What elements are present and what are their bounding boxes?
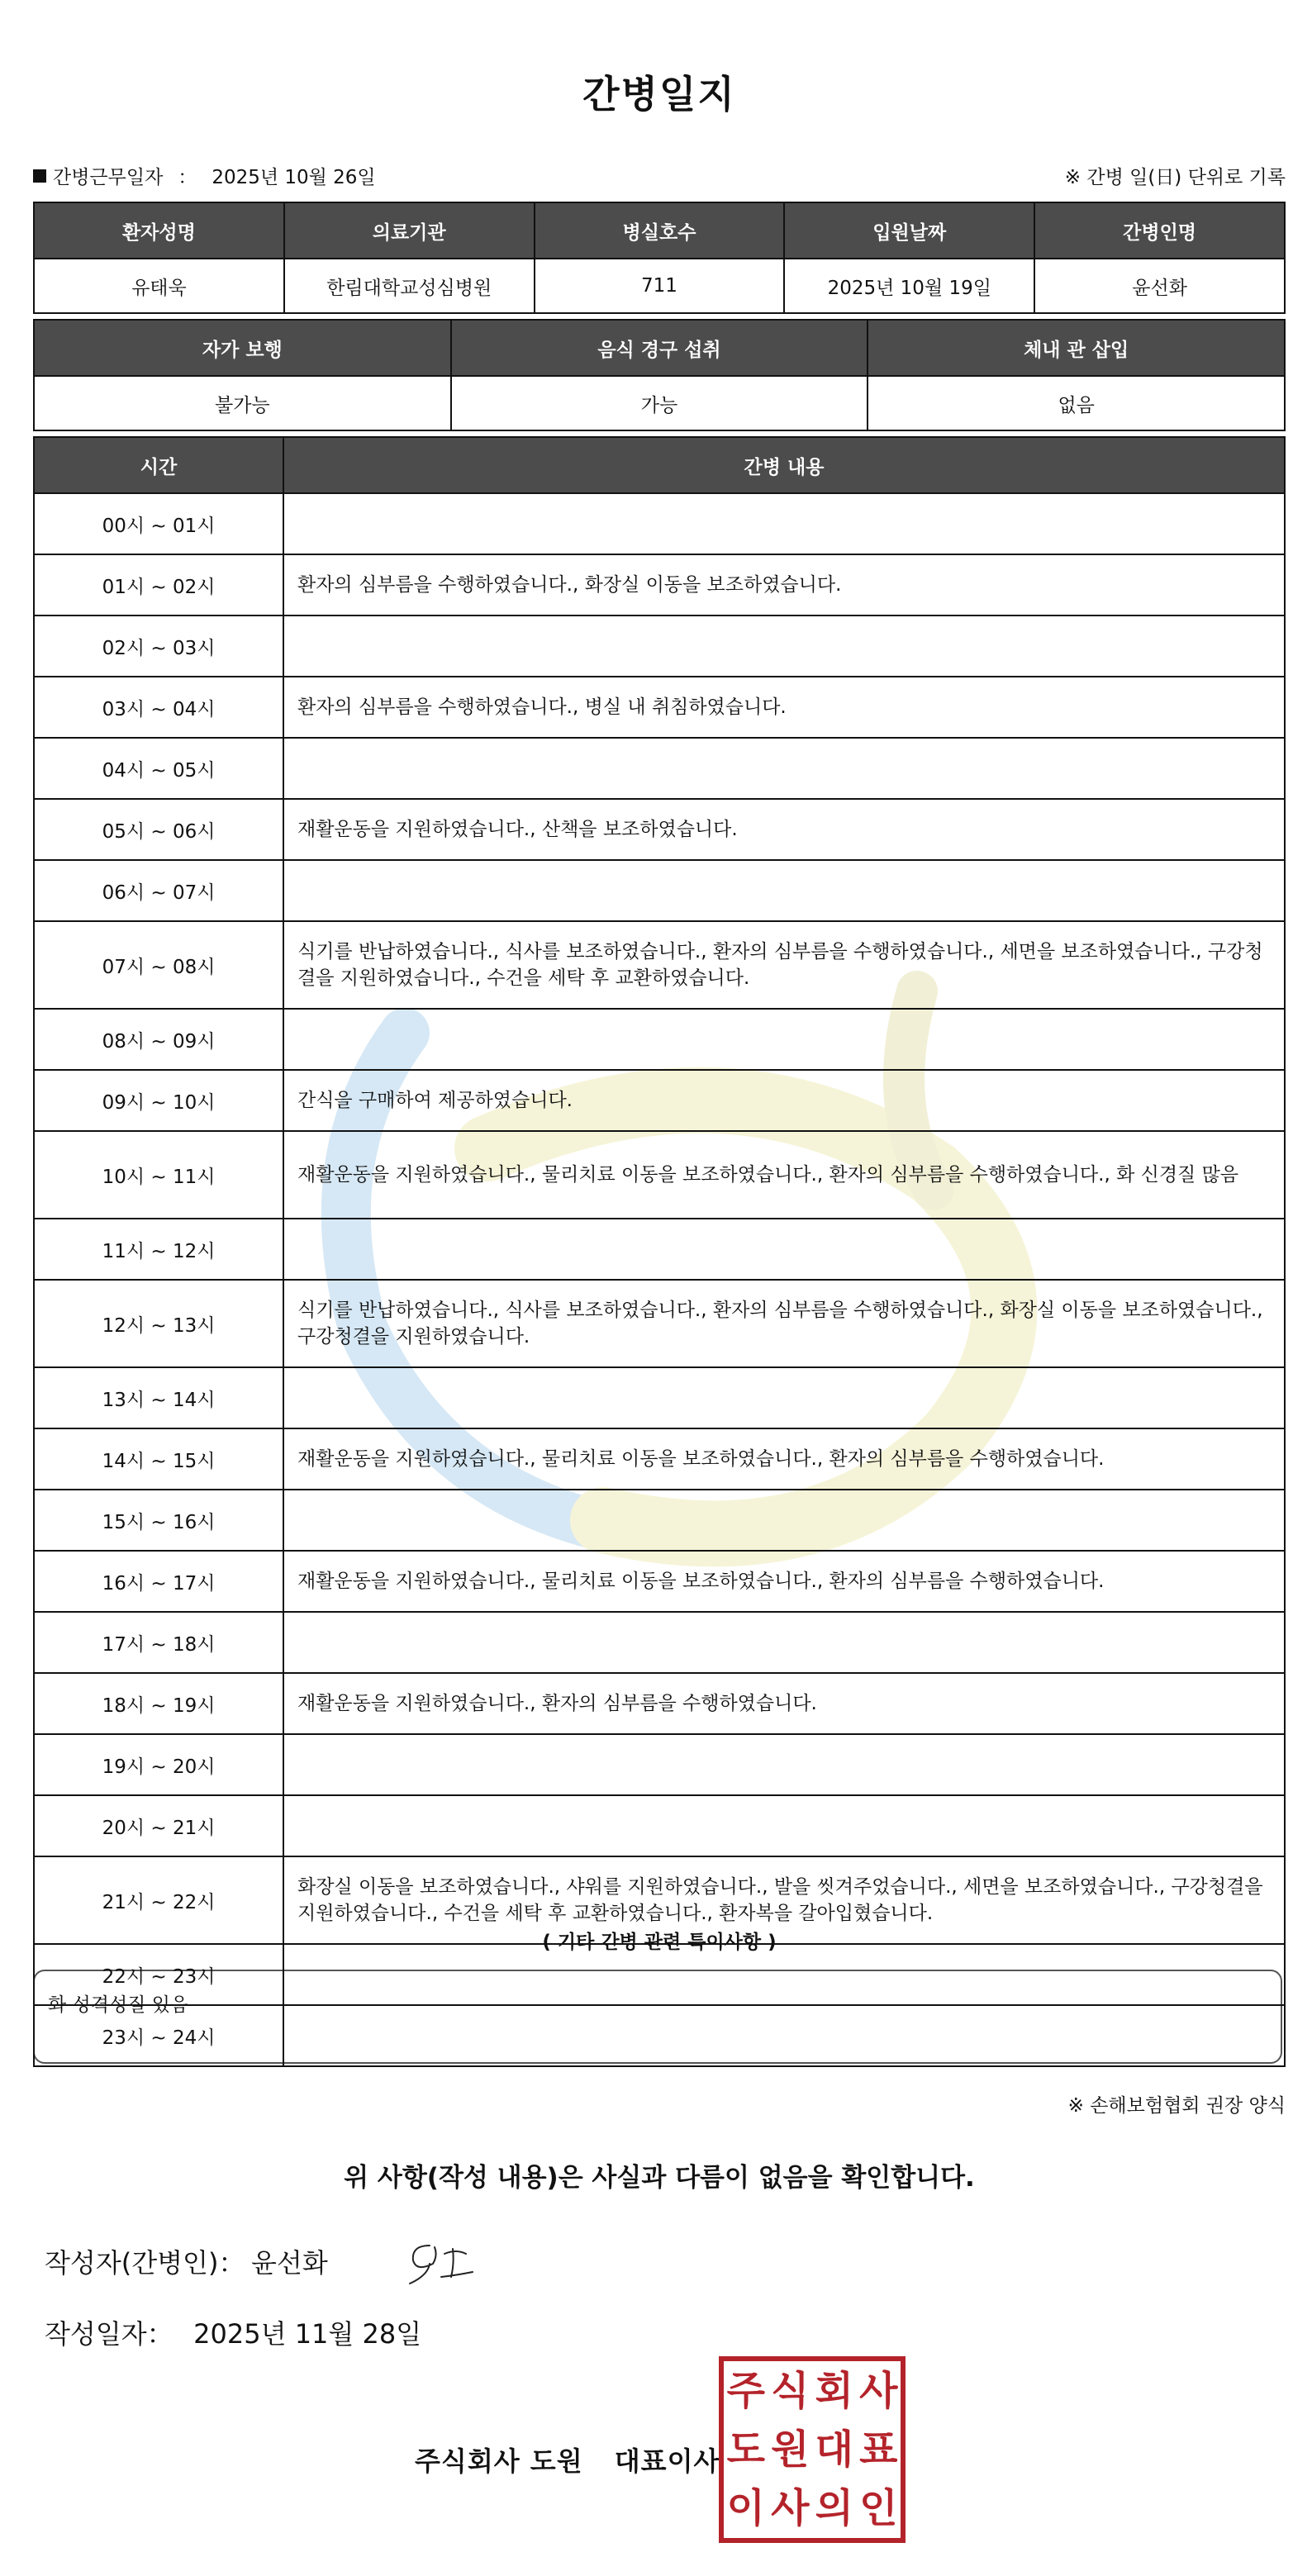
table-row bbox=[34, 1367, 1285, 1428]
company-name: 주식회사 도원 bbox=[415, 2445, 583, 2477]
table-row bbox=[34, 493, 1285, 554]
seal-character: 식 bbox=[771, 2367, 810, 2414]
time-cell: 05시 ~ 06시 bbox=[34, 799, 283, 860]
written-date-row bbox=[45, 2313, 421, 2351]
time-cell: 11시 ~ 12시 bbox=[34, 1219, 283, 1280]
header-hospital: 의료기관 bbox=[284, 202, 535, 259]
header-room: 병실호수 bbox=[535, 202, 785, 259]
notes-content: 화 성격성질 있음 bbox=[48, 1994, 189, 2016]
table-row bbox=[34, 554, 1285, 615]
written-date-label: 작성일자： bbox=[45, 2318, 174, 2350]
header-admission-date: 입원날짜 bbox=[784, 202, 1034, 259]
time-cell: 08시 ~ 09시 bbox=[34, 1009, 283, 1070]
seal-character: 원 bbox=[771, 2426, 810, 2473]
time-cell: 00시 ~ 01시 bbox=[34, 493, 283, 554]
confirmation-statement: 위 사항(작성 내용)은 사실과 다름이 없음을 확인합니다. bbox=[344, 2163, 975, 2193]
seal-character: 표 bbox=[859, 2426, 898, 2473]
care-content-cell: 식기를 반납하였습니다., 식사를 보조하였습니다., 환자의 심부름을 수행하였습니다., 세면을 보조하였습니다., 구강청결을 지원하였습니다., 수건을 세탁 후 교환하였습니다. bbox=[283, 921, 1285, 1009]
table-row bbox=[34, 1219, 1285, 1280]
seal-character: 사 bbox=[771, 2485, 810, 2532]
time-cell: 23시 ~ 24시 bbox=[34, 2005, 283, 2066]
care-content-cell bbox=[283, 615, 1285, 677]
table-row bbox=[34, 1070, 1285, 1131]
meta-row bbox=[33, 162, 1286, 187]
seal-character: 대 bbox=[815, 2426, 853, 2473]
care-log-rows bbox=[34, 493, 1285, 2066]
care-content-cell bbox=[283, 1009, 1285, 1070]
oral-intake-status: 가능 bbox=[451, 376, 868, 430]
time-cell: 18시 ~ 19시 bbox=[34, 1673, 283, 1734]
page-title: 간병일지 bbox=[582, 72, 736, 116]
care-content-cell: 화장실 이동을 보조하였습니다., 샤워를 지원하였습니다., 발을 씻겨주었습니다., 세면을 보조하였습니다., 구강청결을 지원하였습니다., 수건을 세탁 후 교환하였습니다., 환자복을 갈아입혔습니다. bbox=[283, 1856, 1285, 1944]
time-cell: 20시 ~ 21시 bbox=[34, 1795, 283, 1856]
care-content-cell bbox=[283, 1795, 1285, 1856]
author-name: 윤선화 bbox=[251, 2247, 328, 2279]
seal-character: 이 bbox=[726, 2485, 765, 2532]
time-cell: 04시 ~ 05시 bbox=[34, 738, 283, 799]
hospital-name: 한림대학교성심병원 bbox=[284, 259, 535, 313]
time-cell: 16시 ~ 17시 bbox=[34, 1551, 283, 1612]
time-cell: 07시 ~ 08시 bbox=[34, 921, 283, 1009]
recommendation-note: ※ 손해보험협회 권장 양식 bbox=[1067, 2095, 1286, 2117]
care-content-cell: 재활운동을 지원하였습니다., 환자의 심부름을 수행하였습니다. bbox=[283, 1673, 1285, 1734]
seal-character: 도 bbox=[726, 2426, 765, 2473]
time-cell: 21시 ~ 22시 bbox=[34, 1856, 283, 1944]
care-date-value: 2025년 10월 26일 bbox=[212, 167, 376, 188]
care-content-cell bbox=[283, 1612, 1285, 1673]
care-content-cell: 환자의 심부름을 수행하였습니다., 병실 내 취침하였습니다. bbox=[283, 677, 1285, 738]
table-row bbox=[34, 799, 1285, 860]
time-cell: 22시 ~ 23시 bbox=[34, 1944, 283, 2005]
patient-name: 유태욱 bbox=[34, 259, 284, 313]
care-date-separator: ： bbox=[178, 167, 197, 188]
patient-info-table bbox=[33, 202, 1286, 314]
care-date-label: 간병근무일자 bbox=[53, 167, 164, 188]
seal-character: 인 bbox=[859, 2485, 898, 2532]
written-date-value: 2025년 11월 28일 bbox=[193, 2318, 422, 2350]
care-content-cell bbox=[283, 2005, 1285, 2066]
author-label: 작성자(간병인)： bbox=[45, 2247, 245, 2279]
time-cell: 01시 ~ 02시 bbox=[34, 554, 283, 615]
unit-note: ※ 간병 일(日) 단위로 기록 bbox=[1064, 167, 1286, 188]
header-caregiver-name: 간병인명 bbox=[1034, 202, 1285, 259]
company-signature-line bbox=[415, 2441, 720, 2479]
notes-title: ( 기타 간병 관련 특이사항 ) bbox=[542, 1932, 777, 1953]
header-time: 시간 bbox=[34, 437, 283, 493]
time-cell: 10시 ~ 11시 bbox=[34, 1131, 283, 1219]
table-row bbox=[34, 677, 1285, 738]
table-row bbox=[34, 1131, 1285, 1219]
company-seal-stamp bbox=[719, 2356, 906, 2543]
header-oral-intake: 음식 경구 섭취 bbox=[451, 320, 868, 376]
care-content-cell: 재활운동을 지원하였습니다., 물리치료 이동을 보조하였습니다., 환자의 심부름을 수행하였습니다., 화 신경질 많음 bbox=[283, 1131, 1285, 1219]
care-content-cell: 재활운동을 지원하였습니다., 물리치료 이동을 보조하였습니다., 환자의 심부름을 수행하였습니다. bbox=[283, 1428, 1285, 1490]
admission-date: 2025년 10월 19일 bbox=[784, 259, 1034, 313]
table-row bbox=[34, 1280, 1285, 1367]
table-row bbox=[34, 1490, 1285, 1551]
patient-status-table bbox=[33, 319, 1286, 431]
care-content-cell: 간식을 구매하여 제공하였습니다. bbox=[283, 1070, 1285, 1131]
time-cell: 14시 ~ 15시 bbox=[34, 1428, 283, 1490]
time-cell: 06시 ~ 07시 bbox=[34, 860, 283, 921]
care-content-cell bbox=[283, 1219, 1285, 1280]
care-content-cell bbox=[283, 1490, 1285, 1551]
seal-character: 회 bbox=[815, 2367, 853, 2414]
square-bullet-icon bbox=[33, 169, 46, 183]
care-content-cell: 재활운동을 지원하였습니다., 산책을 보조하였습니다. bbox=[283, 799, 1285, 860]
care-content-cell bbox=[283, 738, 1285, 799]
seal-character: 사 bbox=[859, 2367, 898, 2414]
table-row bbox=[34, 2005, 1285, 2066]
seal-character: 의 bbox=[815, 2485, 853, 2532]
header-tube: 체내 관 삽입 bbox=[868, 320, 1285, 376]
time-cell: 15시 ~ 16시 bbox=[34, 1490, 283, 1551]
time-cell: 17시 ~ 18시 bbox=[34, 1612, 283, 1673]
table-row bbox=[34, 1612, 1285, 1673]
table-row bbox=[34, 921, 1285, 1009]
author-row bbox=[45, 2242, 328, 2280]
care-content-cell: 재활운동을 지원하였습니다., 물리치료 이동을 보조하였습니다., 환자의 심부름을 수행하였습니다. bbox=[283, 1551, 1285, 1612]
time-cell: 12시 ~ 13시 bbox=[34, 1280, 283, 1367]
table-row bbox=[34, 1551, 1285, 1612]
table-row bbox=[34, 1009, 1285, 1070]
table-row bbox=[34, 1428, 1285, 1490]
table-row bbox=[34, 1856, 1285, 1944]
time-cell: 03시 ~ 04시 bbox=[34, 677, 283, 738]
care-date bbox=[33, 162, 376, 189]
care-content-cell bbox=[283, 1944, 1285, 2005]
care-content-cell bbox=[283, 1367, 1285, 1428]
care-content-cell bbox=[283, 1734, 1285, 1795]
header-walking: 자가 보행 bbox=[34, 320, 451, 376]
company-representative-title: 대표이사 bbox=[614, 2445, 720, 2477]
handwritten-signature-icon bbox=[405, 2231, 479, 2288]
table-row bbox=[34, 1944, 1285, 2005]
table-row bbox=[34, 615, 1285, 677]
room-number: 711 bbox=[535, 259, 785, 313]
time-cell: 09시 ~ 10시 bbox=[34, 1070, 283, 1131]
time-cell: 02시 ~ 03시 bbox=[34, 615, 283, 677]
table-row bbox=[34, 860, 1285, 921]
table-row bbox=[34, 1795, 1285, 1856]
time-cell: 19시 ~ 20시 bbox=[34, 1734, 283, 1795]
care-log-table bbox=[33, 436, 1286, 2067]
care-content-cell bbox=[283, 493, 1285, 554]
care-content-cell bbox=[283, 860, 1285, 921]
caregiver-name: 윤선화 bbox=[1034, 259, 1285, 313]
care-content-cell: 환자의 심부름을 수행하였습니다., 화장실 이동을 보조하였습니다. bbox=[283, 554, 1285, 615]
care-content-cell: 식기를 반납하였습니다., 식사를 보조하였습니다., 환자의 심부름을 수행하였습니다., 화장실 이동을 보조하였습니다., 구강청결을 지원하였습니다. bbox=[283, 1280, 1285, 1367]
tube-status: 없음 bbox=[868, 376, 1285, 430]
walking-status: 불가능 bbox=[34, 376, 451, 430]
care-log-page bbox=[33, 0, 1286, 2576]
table-row bbox=[34, 1734, 1285, 1795]
table-row bbox=[34, 1673, 1285, 1734]
time-cell: 13시 ~ 14시 bbox=[34, 1367, 283, 1428]
seal-character: 주 bbox=[726, 2367, 765, 2414]
header-patient-name: 환자성명 bbox=[34, 202, 284, 259]
header-care-content: 간병 내용 bbox=[283, 437, 1285, 493]
table-row bbox=[34, 738, 1285, 799]
